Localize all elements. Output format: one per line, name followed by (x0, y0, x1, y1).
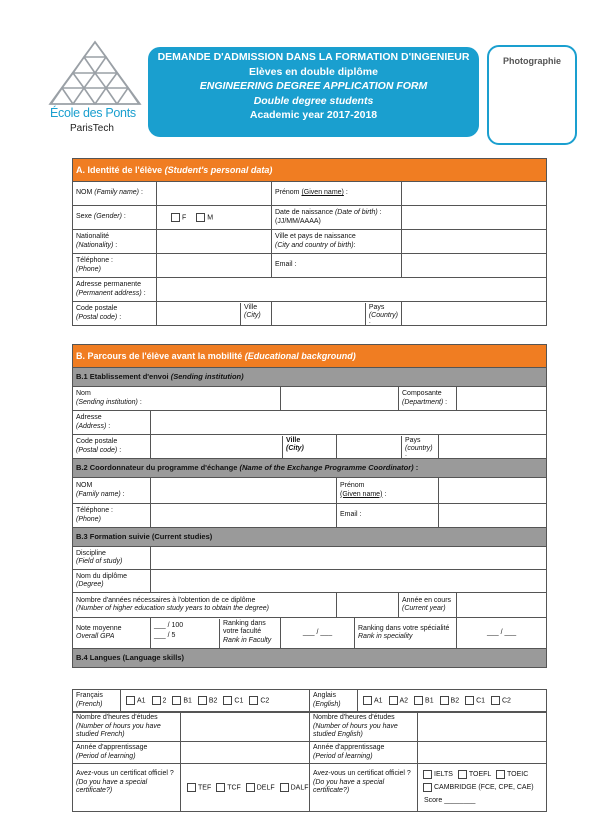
form-title-box (148, 47, 479, 137)
cert-toefl[interactable] (458, 770, 467, 779)
rank-speciality-field[interactable]: ___ / ___ (457, 618, 547, 649)
b2-email-field[interactable] (439, 504, 547, 528)
email-label: Email : (272, 254, 402, 278)
section-b-table (72, 344, 547, 668)
degree-field[interactable] (151, 570, 547, 593)
title-line-1: DEMANDE D'ADMISSION DANS LA FORMATION D'INGENIEUR (157, 51, 470, 63)
en-level-a1[interactable] (363, 696, 372, 705)
cert-delf[interactable] (246, 783, 255, 792)
discipline-field[interactable] (151, 547, 547, 570)
b1-country-label: Pays (country) : (405, 436, 433, 459)
title-line-4: Double degree students (253, 94, 374, 107)
en-hours-label: Nombre d'heures d'études (Number of hours you have studied English) (310, 713, 418, 742)
birthplace-field[interactable] (402, 230, 547, 254)
section-b-header: B. Parcours de l'élève avant la mobilité (Educational background) (73, 345, 547, 368)
fr-hours-label: Nombre d'heures d'études (Number of hours you have studied French) (73, 713, 181, 742)
rank-faculty-field[interactable]: ___ / ___ (281, 618, 355, 649)
prenom-field[interactable] (402, 182, 547, 206)
years-label: Nombre d'années nécessaires à l'obtention de ce diplôme (Number of higher education study years to obtain the degree) (73, 593, 337, 618)
fr-level-a1[interactable] (126, 696, 135, 705)
birthplace-label: Ville et pays de naissance (City and country of birth): (272, 230, 402, 254)
checkbox-m[interactable] (196, 213, 205, 222)
years-field[interactable] (337, 593, 399, 618)
fr-level-c1[interactable] (223, 696, 232, 705)
fr-level-b2[interactable] (198, 696, 207, 705)
cert-tcf[interactable] (216, 783, 225, 792)
nationalite-field[interactable] (157, 230, 272, 254)
country-field[interactable] (402, 302, 547, 326)
checkbox-f[interactable] (171, 213, 180, 222)
b3-header: B.3 Formation suivie (Current studies) (73, 528, 547, 547)
gpa-label: Note moyenne Overall GPA (73, 618, 151, 649)
b2-tel-label: Téléphone : (Phone) (73, 504, 151, 528)
languages-table (72, 689, 547, 712)
en-level-c2[interactable] (491, 696, 500, 705)
nom-field[interactable] (157, 182, 272, 206)
institution-label: Nom (Sending institution) : (73, 387, 281, 411)
en-period-label: Année d'apprentissage (Period of learning) (310, 742, 418, 764)
telephone-label: Téléphone : (Phone) (73, 254, 157, 278)
section-a-header: A. Identité de l'élève (Student's personal data) (73, 159, 547, 182)
cert-cambridge[interactable] (423, 783, 432, 792)
english-label: Anglais (English) (310, 690, 358, 712)
b2-email-label: Email : (337, 504, 439, 528)
en-level-c1[interactable] (465, 696, 474, 705)
section-a-table (72, 158, 547, 326)
b4-header: B.4 Langues (Language skills) (73, 649, 547, 668)
languages-detail-table (72, 712, 547, 812)
b1-city-field[interactable] (337, 435, 439, 459)
b1-country-field[interactable] (439, 435, 547, 459)
b1-header: B.1 Etablissement d'envoi (Sending institution) (73, 368, 547, 387)
b2-nom-field[interactable] (151, 478, 337, 504)
address-field[interactable] (157, 278, 547, 302)
title-line-5: Academic year 2017-2018 (249, 109, 378, 121)
en-cert-options: IELTS TOEFL TOEIC CAMBRIDGE (FCE, CPE, CAE) Score ________ (418, 764, 547, 812)
dob-field[interactable] (402, 206, 547, 230)
gpa-field[interactable]: ___ / 100 ___ / 5 Ranking dans votre faculté Rank in Faculty (151, 618, 281, 649)
b1-postal-label: Code postale (Postal code) : (73, 435, 151, 459)
city-field[interactable] (272, 302, 402, 326)
score-field[interactable]: Score ________ (424, 797, 476, 804)
b2-prenom-label: Prénom (Given name) : (337, 478, 439, 504)
address-label: Adresse permanente (Permanent address) : (73, 278, 157, 302)
triangle-logo-icon (48, 40, 143, 106)
b1-city-label: Ville (City) (286, 436, 304, 452)
b1-postal-field[interactable] (151, 435, 337, 459)
discipline-label: Discipline (Field of study) (73, 547, 151, 570)
photo-label: Photographie (503, 56, 561, 66)
department-label: Composante (Department) : (399, 387, 457, 411)
title-line-2: Elèves en double diplôme (249, 65, 378, 78)
fr-level-a2[interactable] (152, 696, 161, 705)
rank-faculty-label: Ranking dans votre faculté Rank in Faculty (223, 619, 272, 644)
fr-cert-options: TEF TCF DELF DALF (181, 764, 310, 812)
cert-tef[interactable] (187, 783, 196, 792)
fr-cert-label: Avez-vous un certificat officiel ? (Do you have a special certificate?) (73, 764, 181, 812)
institution-field[interactable] (281, 387, 399, 411)
b2-nom-label: NOM (Family name) : (73, 478, 151, 504)
english-levels: A1 A2 B1 B2 C1 C2 (358, 690, 547, 712)
cert-toeic[interactable] (496, 770, 505, 779)
email-field[interactable] (402, 254, 547, 278)
b1-address-field[interactable] (151, 411, 547, 435)
postal-code-field[interactable] (157, 302, 272, 326)
b2-tel-field[interactable] (151, 504, 337, 528)
current-year-field[interactable] (457, 593, 547, 618)
nom-label: NOM (Family name) : (73, 182, 157, 206)
country-label: Pays (Country) : (368, 303, 398, 326)
en-level-b2[interactable] (440, 696, 449, 705)
telephone-field[interactable] (157, 254, 272, 278)
rank-speciality-label: Ranking dans votre spécialité Rank in speciality (355, 618, 457, 649)
cert-dalf[interactable] (280, 783, 289, 792)
fr-level-c2[interactable] (249, 696, 258, 705)
en-hours-field[interactable] (418, 713, 547, 742)
fr-hours-field[interactable] (181, 713, 310, 742)
logo-name: École des Ponts (50, 106, 136, 120)
sexe-field: F M (157, 206, 272, 230)
en-cert-label: Avez-vous un certificat officiel ? (Do you have a special certificate?) (310, 764, 418, 812)
logo-sub: ParisTech (70, 123, 114, 134)
degree-label: Nom du diplôme (Degree) (73, 570, 151, 593)
postal-code-label: Code postale (Postal code) : (73, 302, 157, 326)
cert-ielts[interactable] (423, 770, 432, 779)
en-level-b1[interactable] (414, 696, 423, 705)
b2-prenom-field[interactable] (439, 478, 547, 504)
fr-level-b1[interactable] (172, 696, 181, 705)
fr-period-label: Année d'apprentissage (Period of learning) (73, 742, 181, 764)
nationalite-label: Nationalité (Nationality) : (73, 230, 157, 254)
en-period-field[interactable] (418, 742, 547, 764)
prenom-label: Prénom (Given name) : (272, 182, 402, 206)
photo-box[interactable] (487, 45, 577, 145)
sexe-label: Sexe (Gender) : (73, 206, 157, 230)
title-line-3: ENGINEERING DEGREE APPLICATION FORM (199, 80, 428, 92)
french-label: Français (French) (73, 690, 121, 712)
en-level-a2[interactable] (389, 696, 398, 705)
school-logo (48, 40, 143, 140)
fr-period-field[interactable] (181, 742, 310, 764)
city-label: Ville (City) (244, 303, 261, 319)
current-year-label: Année en cours (Current year) (399, 593, 457, 618)
b1-address-label: Adresse (Address) : (73, 411, 151, 435)
french-levels: A1 2 B1 B2 C1 C2 (121, 690, 310, 712)
b2-header: B.2 Coordonnateur du programme d'échange (Name of the Exchange Programme Coordinator) : (73, 459, 547, 478)
department-field[interactable] (457, 387, 547, 411)
dob-label: Date de naissance (Date of birth) : (JJ/MM/AAAA) (272, 206, 402, 230)
